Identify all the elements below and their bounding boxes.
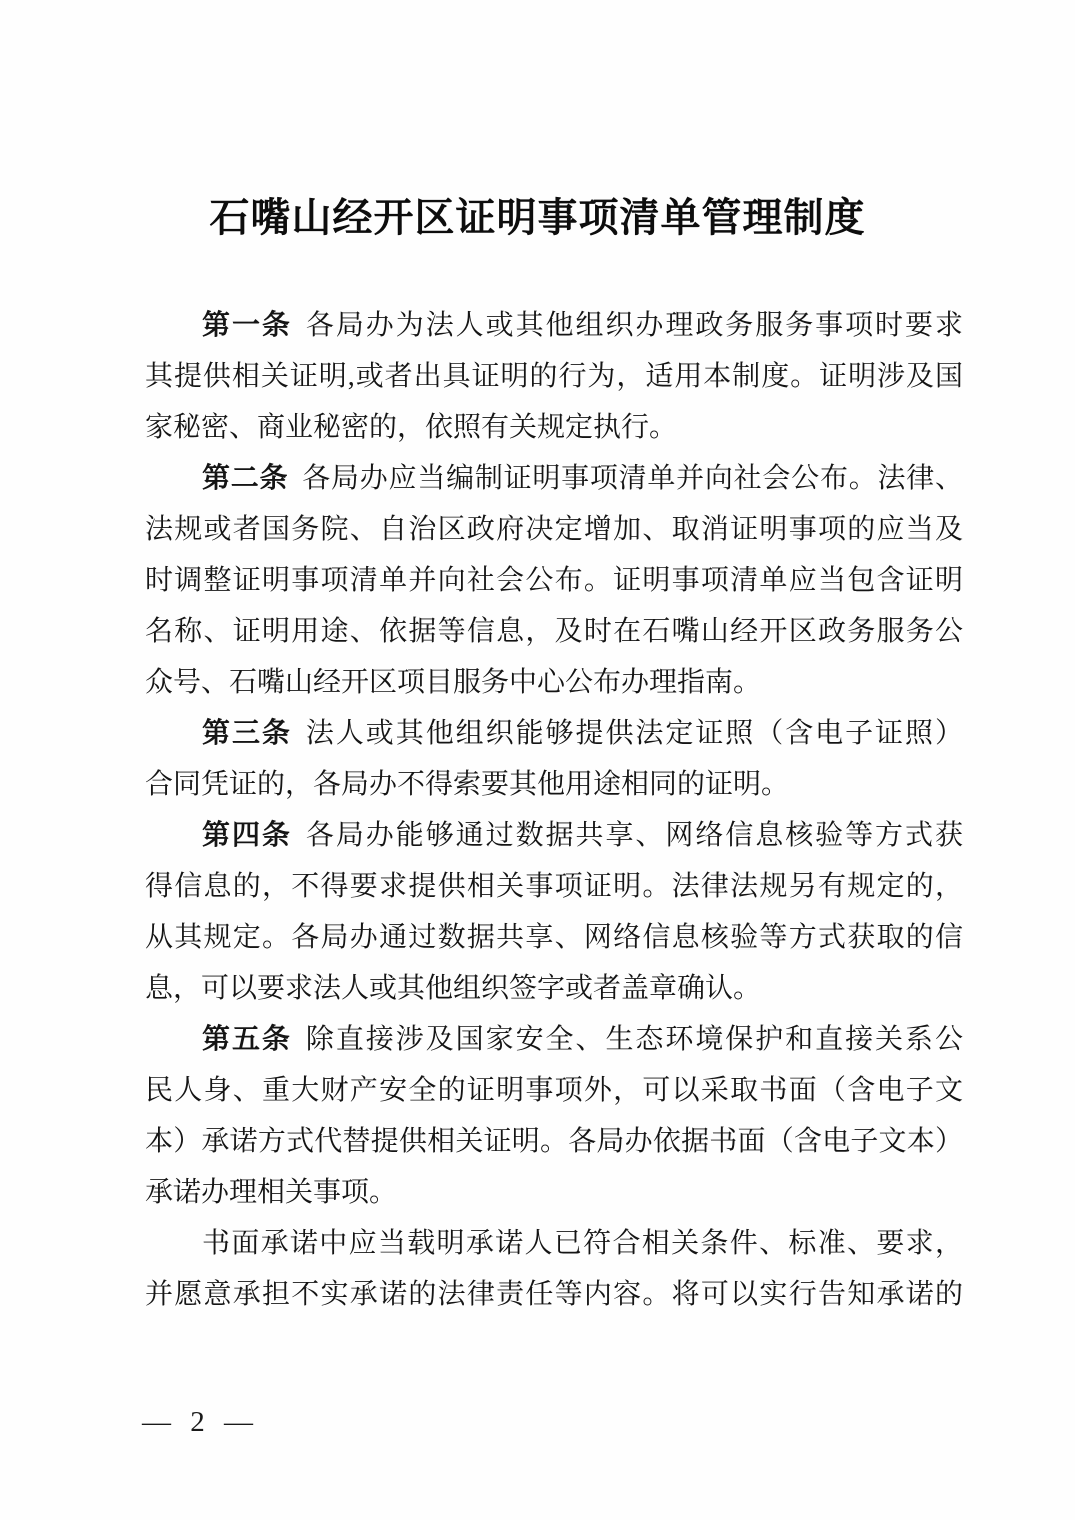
text-line: 得信息的，不得要求提供相关事项证明。法律法规另有规定的，	[145, 871, 963, 902]
text-line: 法规或者国务院、自治区政府决定增加、取消证明事项的应当及	[145, 514, 963, 545]
text-line: 其提供相关证明,或者出具证明的行为，适用本制度。证明涉及国	[145, 361, 963, 392]
article-1	[145, 300, 963, 453]
text-line: 息，可以要求法人或其他组织签字或者盖章确认。	[145, 973, 762, 1004]
article-1-label: 第一条	[202, 310, 292, 341]
text-line	[145, 810, 963, 861]
page-number: — 2 —	[142, 1406, 253, 1438]
text-line: 并愿意承担不实承诺的法律责任等内容。将可以实行告知承诺的	[145, 1279, 963, 1310]
text-line: 从其规定。各局办通过数据共享、网络信息核验等方式获取的信	[145, 922, 963, 953]
text-line	[145, 708, 963, 759]
text-line: 本）承诺方式代替提供相关证明。各局办依据书面（含电子文本）	[145, 1126, 963, 1157]
text-line	[145, 1218, 963, 1269]
line-text: 法人或其他组织能够提供法定证照（含电子证照）	[305, 718, 963, 749]
line-text: 各局办为法人或其他组织办理政务服务事项时要求	[305, 310, 963, 341]
text-line	[145, 1014, 963, 1065]
line-text: 书面承诺中应当载明承诺人已符合相关条件、标准、要求，	[202, 1228, 963, 1259]
text-line: 承诺办理相关事项。	[145, 1177, 398, 1208]
document-title: 石嘴山经开区证明事项清单管理制度	[209, 195, 866, 240]
text-line: 众号、石嘴山经开区项目服务中心公布办理指南。	[145, 667, 762, 698]
article-3-label: 第三条	[202, 718, 292, 749]
article-5	[145, 1014, 963, 1218]
article-2	[145, 453, 963, 708]
text-line: 民人身、重大财产安全的证明事项外，可以采取书面（含电子文	[145, 1075, 963, 1106]
line-text: 除直接涉及国家安全、生态环境保护和直接关系公	[305, 1024, 963, 1055]
line-text: 各局办能够通过数据共享、网络信息核验等方式获	[305, 820, 963, 851]
line-text: 各局办应当编制证明事项清单并向社会公布。法律、	[302, 463, 963, 494]
text-line	[145, 300, 963, 351]
text-line: 时调整证明事项清单并向社会公布。证明事项清单应当包含证明	[145, 565, 963, 596]
continuation-paragraph	[145, 1218, 963, 1320]
article-4	[145, 810, 963, 1014]
text-line: 家秘密、商业秘密的，依照有关规定执行。	[145, 412, 678, 443]
text-line: 名称、证明用途、依据等信息，及时在石嘴山经开区政务服务公	[145, 616, 963, 647]
text-line: 合同凭证的，各局办不得索要其他用途相同的证明。	[145, 769, 790, 800]
text-line	[145, 453, 963, 504]
article-4-label: 第四条	[202, 820, 292, 851]
article-2-label: 第二条	[202, 463, 289, 494]
document-body	[145, 300, 963, 1320]
article-3	[145, 708, 963, 810]
article-5-label: 第五条	[202, 1024, 292, 1055]
